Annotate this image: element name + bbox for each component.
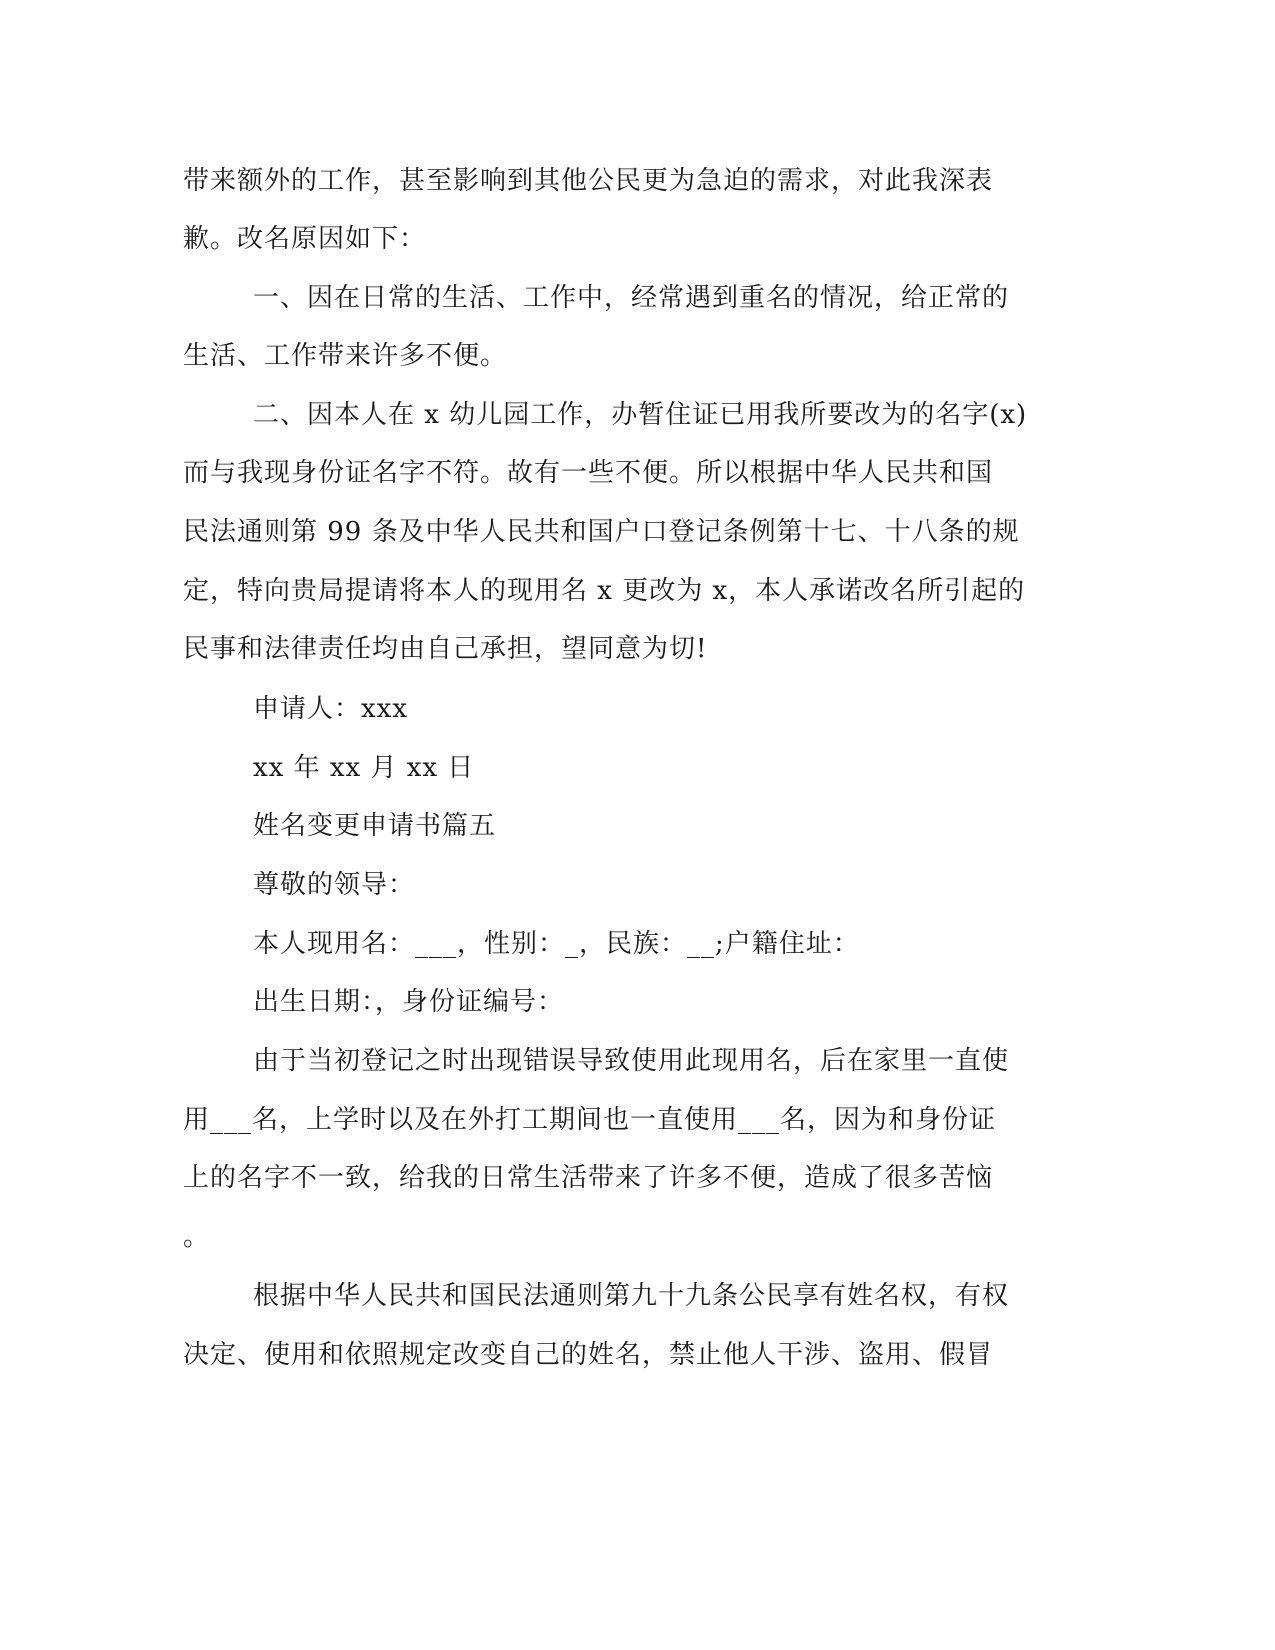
text-line: 上的名字不一致，给我的日常生活带来了许多不便，造成了很多苦恼 bbox=[183, 1163, 994, 1193]
text-line: 民法通则第 99 条及中华人民共和国户口登记条例第十七、十八条的规 bbox=[183, 517, 1020, 547]
paragraph-start-line: 一、因在日常的生活、工作中，经常遇到重名的情况，给正常的 bbox=[253, 283, 1010, 313]
salutation: 尊敬的领导： bbox=[253, 870, 416, 900]
text-line: 带来额外的工作，甚至影响到其他公民更为急迫的需求，对此我深表 bbox=[183, 166, 994, 196]
text-line: 而与我现身份证名字不符。故有一些不便。所以根据中华人民共和国 bbox=[183, 458, 994, 488]
text-line: 决定、使用和依照规定改变自己的姓名，禁止他人干涉、盗用、假冒 bbox=[183, 1340, 994, 1370]
text-line: 用___名，上学时以及在外打工期间也一直使用___名，因为和身份证 bbox=[183, 1105, 997, 1135]
text-line: 民事和法律责任均由自己承担，望同意为切! bbox=[183, 634, 708, 664]
text-line: 歉。改名原因如下： bbox=[183, 224, 427, 254]
form-line-birth: 出生日期：，身份证编号： bbox=[253, 987, 565, 1017]
paragraph-start-line: 二、因本人在 x 幼儿园工作，办暂住证已用我所要改为的名字(x) bbox=[253, 400, 1028, 430]
paragraph-start-line: 根据中华人民共和国民法通则第九十九条公民享有姓名权，有权 bbox=[253, 1281, 1010, 1311]
text-line: 定，特向贵局提请将本人的现用名 x 更改为 x，本人承诺改名所引起的 bbox=[183, 576, 1026, 606]
section-title: 姓名变更申请书篇五 bbox=[253, 811, 497, 841]
paragraph-start-line: 由于当初登记之时出现错误导致使用此现用名，后在家里一直使 bbox=[253, 1046, 1010, 1076]
form-line-name: 本人现用名：___，性别：_，民族：__;户籍住址： bbox=[253, 929, 860, 959]
applicant-line: 申请人：xxx bbox=[253, 694, 408, 724]
text-line: 。 bbox=[183, 1222, 211, 1252]
date-line: xx 年 xx 月 xx 日 bbox=[253, 753, 475, 783]
text-line: 生活、工作带来许多不便。 bbox=[183, 341, 508, 371]
